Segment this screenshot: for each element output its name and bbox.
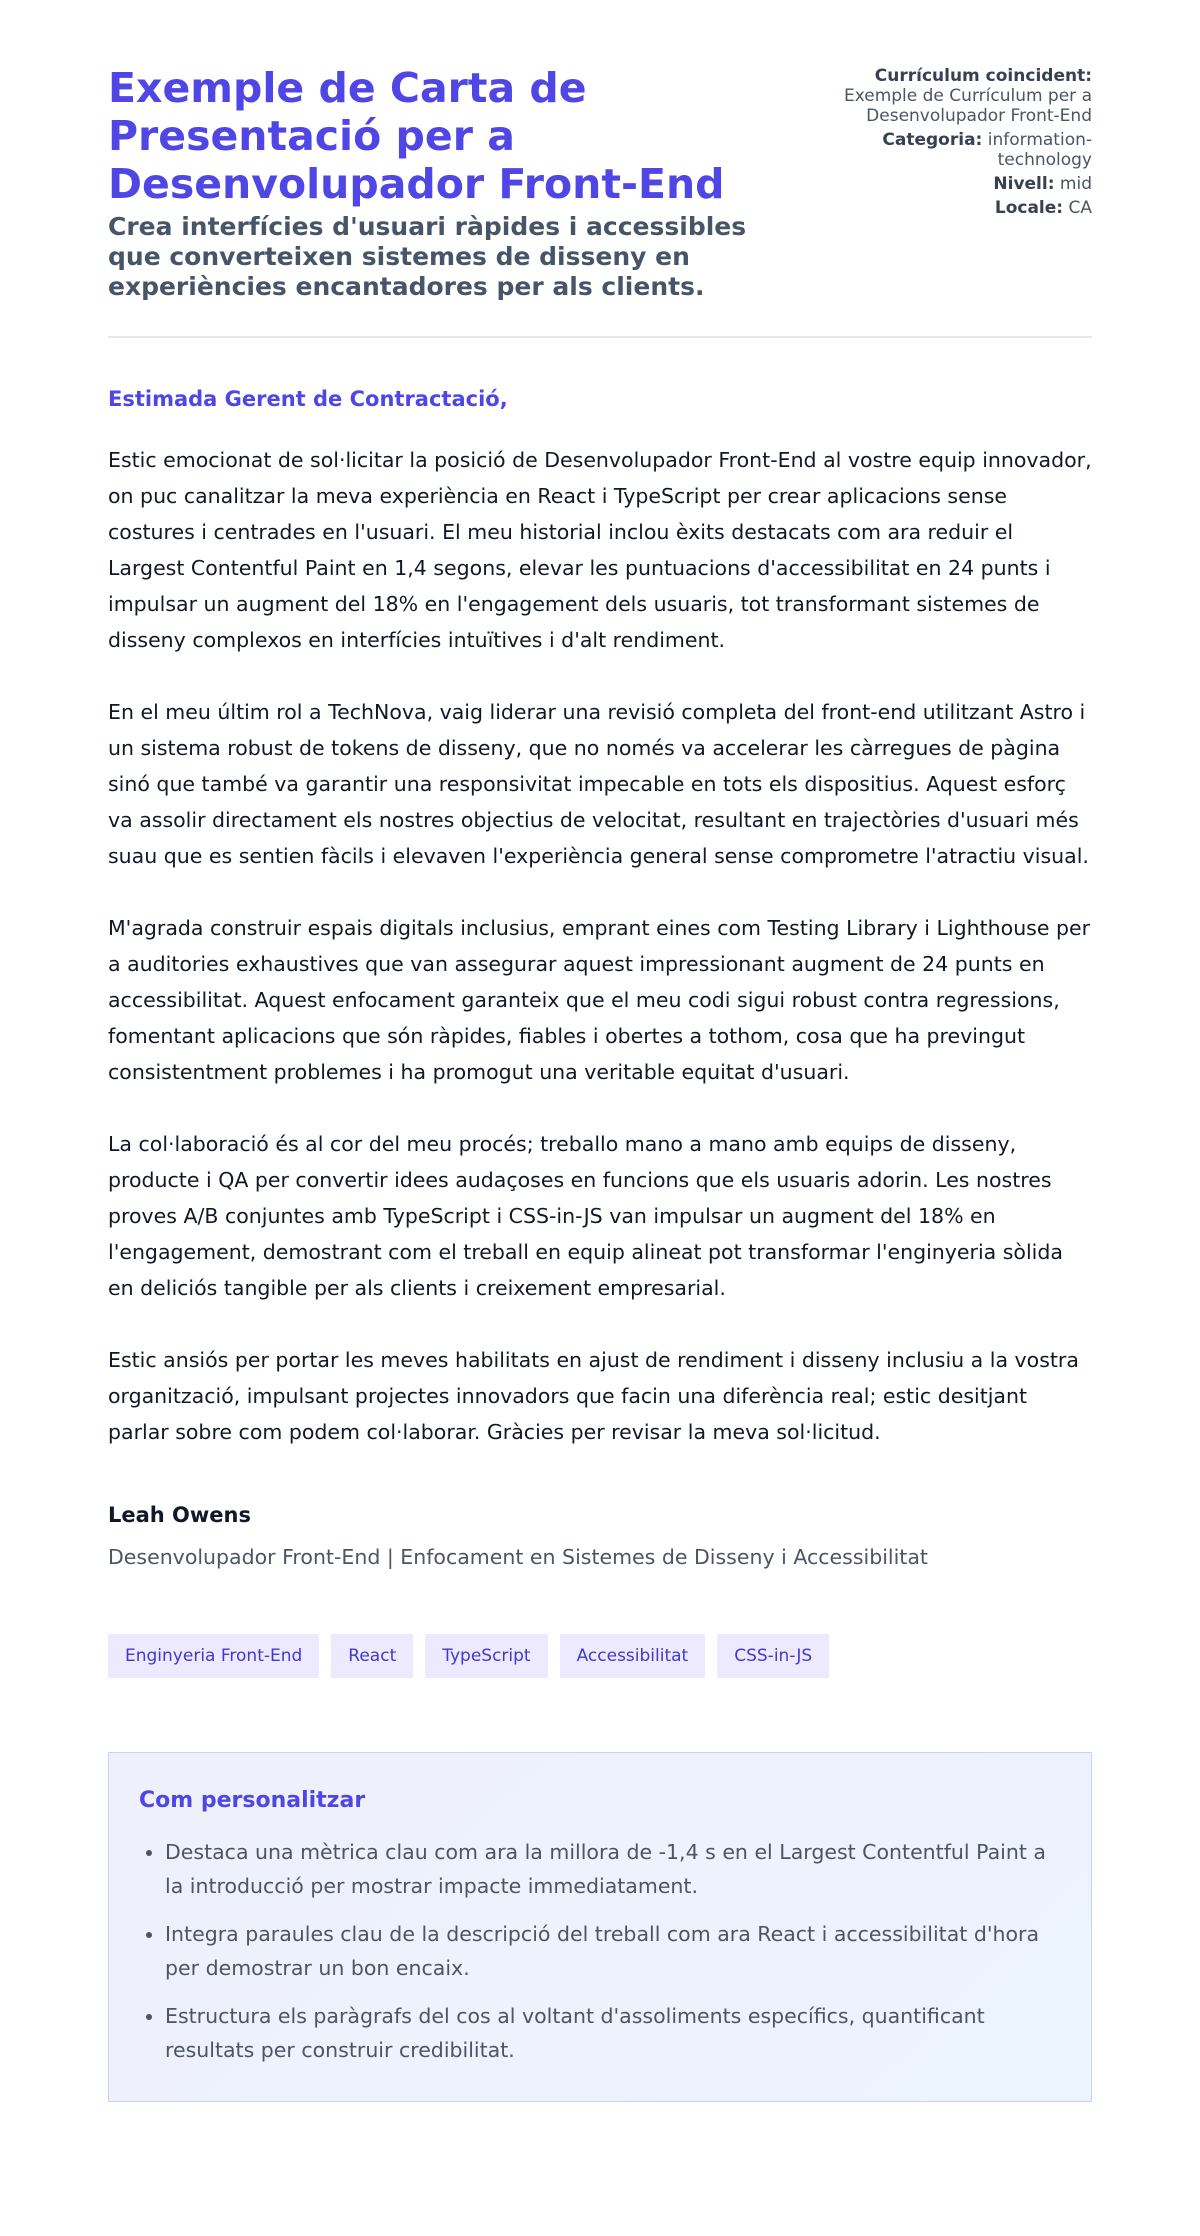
page-header <box>108 64 1092 302</box>
letter-paragraph: La col·laboració és al cor del meu procés; treballo mano a mano amb equips de disseny, producte i QA per convertir idees audaçoses en funcions que els usuaris adorin. Les nostres proves A/B conjuntes amb TypeScript i CSS-in-JS van impulsar un augment del 18% en l'engagement, demostrant com el treball en equip alineat pot transformar l'enginyeria sòlida en deliciós tangible per als clients i creixement empresarial. <box>108 1132 1063 1300</box>
skill-tags <box>108 1634 1092 1678</box>
meta-category <box>812 130 1092 170</box>
meta-resume-value: Exemple de Currículum per a Desenvolupador Front-End <box>843 86 1092 126</box>
meta-locale-value: CA <box>1068 198 1092 218</box>
meta-resume <box>812 66 1092 126</box>
customization-tips <box>108 1752 1092 2102</box>
header-divider <box>108 336 1092 338</box>
skill-tag: CSS-in-JS <box>717 1634 829 1678</box>
meta-resume-label: Currículum coincident: <box>874 66 1092 86</box>
letter-greeting: Estimada Gerent de Contractació, <box>108 387 508 411</box>
skill-tag: Accessibilitat <box>560 1634 706 1678</box>
skill-tag: Enginyeria Front-End <box>108 1634 319 1678</box>
tip-item: • Estructura els paràgrafs del cos al voltant d'assoliments específics, quantificant resultats per construir credibilitat. <box>165 1999 1061 2067</box>
meta-category-value: information-technology <box>987 130 1092 170</box>
tip-item: • Integra paraules clau de la descripció del treball com ara React i accessibilitat d'hora per demostrar un bon encaix. <box>165 1917 1061 1985</box>
letter-paragraph: Estic emocionat de sol·licitar la posició de Desenvolupador Front-End al vostre equip innovador, on puc canalitzar la meva experiència en React i TypeScript per crear aplicacions sense costures i centrades en l'usuari. El meu historial inclou èxits destacats com ara reduir el Largest Contentful Paint en 1,4 segons, elevar les puntuacions d'accessibilitat en 24 punts i impulsar un augment del 18% en l'engagement dels usuaris, tot transformant sistemes de disseny complexos en interfícies intuïtives i d'alt rendiment. <box>108 448 1092 652</box>
meta-level <box>812 174 1092 194</box>
page-title: Exemple de Carta de Presentació per a Desenvolupador Front-End <box>108 64 725 208</box>
meta-category-label: Categoria: <box>882 130 983 150</box>
meta-locale <box>812 198 1092 218</box>
meta-level-value: mid <box>1059 174 1092 194</box>
letter-body <box>108 442 1092 1450</box>
tips-title: Com personalitzar <box>139 1788 366 1813</box>
meta-level-label: Nivell: <box>993 174 1055 194</box>
page-subtitle: Crea interfícies d'usuari ràpides i accessibles que converteixen sistemes de disseny en experiències encantadores per als clients. <box>108 212 747 301</box>
skill-tag: TypeScript <box>425 1634 547 1678</box>
skill-tag: React <box>331 1634 413 1678</box>
tips-list <box>139 1835 1061 2067</box>
meta-locale-label: Locale: <box>994 198 1064 218</box>
meta-panel <box>812 64 1092 222</box>
letter-paragraph: Estic ansiós per portar les meves habilitats en ajust de rendiment i disseny inclusiu a la vostra organització, impulsant projectes innovadors que facin una diferència real; estic desitjant parlar sobre com podem col·laborar. Gràcies per revisar la meva sol·licitud. <box>108 1348 1079 1444</box>
title-block <box>108 64 798 302</box>
tip-item: • Destaca una mètrica clau com ara la millora de -1,4 s en el Largest Contentful Paint a la introducció per mostrar impacte immediatament. <box>165 1835 1061 1903</box>
signature-name: Leah Owens <box>108 1503 252 1527</box>
letter-paragraph: En el meu últim rol a TechNova, vaig liderar una revisió completa del front-end utilitzant Astro i un sistema robust de tokens de disseny, que no només va accelerar les càrregues de pàgina sinó que també va garantir una responsivitat impecable en tots els dispositius. Aquest esforç va assolir directament els nostres objectius de velocitat, resultant en trajectòries d'usuari més suau que es sentien fàcils i elevaven l'experiència general sense comprometre l'atractiu visual. <box>108 700 1089 868</box>
letter-paragraph: M'agrada construir espais digitals inclusius, emprant eines com Testing Library i Lighthouse per a auditories exhaustives que van assegurar aquest impressionant augment de 24 punts en accessibilitat. Aquest enfocament garanteix que el meu codi sigui robust contra regressions, fomentant aplicacions que són ràpides, fiables i obertes a tothom, cosa que ha previngut consistentment problemes i ha promogut una veritable equitat d'usuari. <box>108 916 1091 1084</box>
signature-role: Desenvolupador Front-End | Enfocament en Sistemes de Disseny i Accessibilitat <box>108 1545 928 1569</box>
